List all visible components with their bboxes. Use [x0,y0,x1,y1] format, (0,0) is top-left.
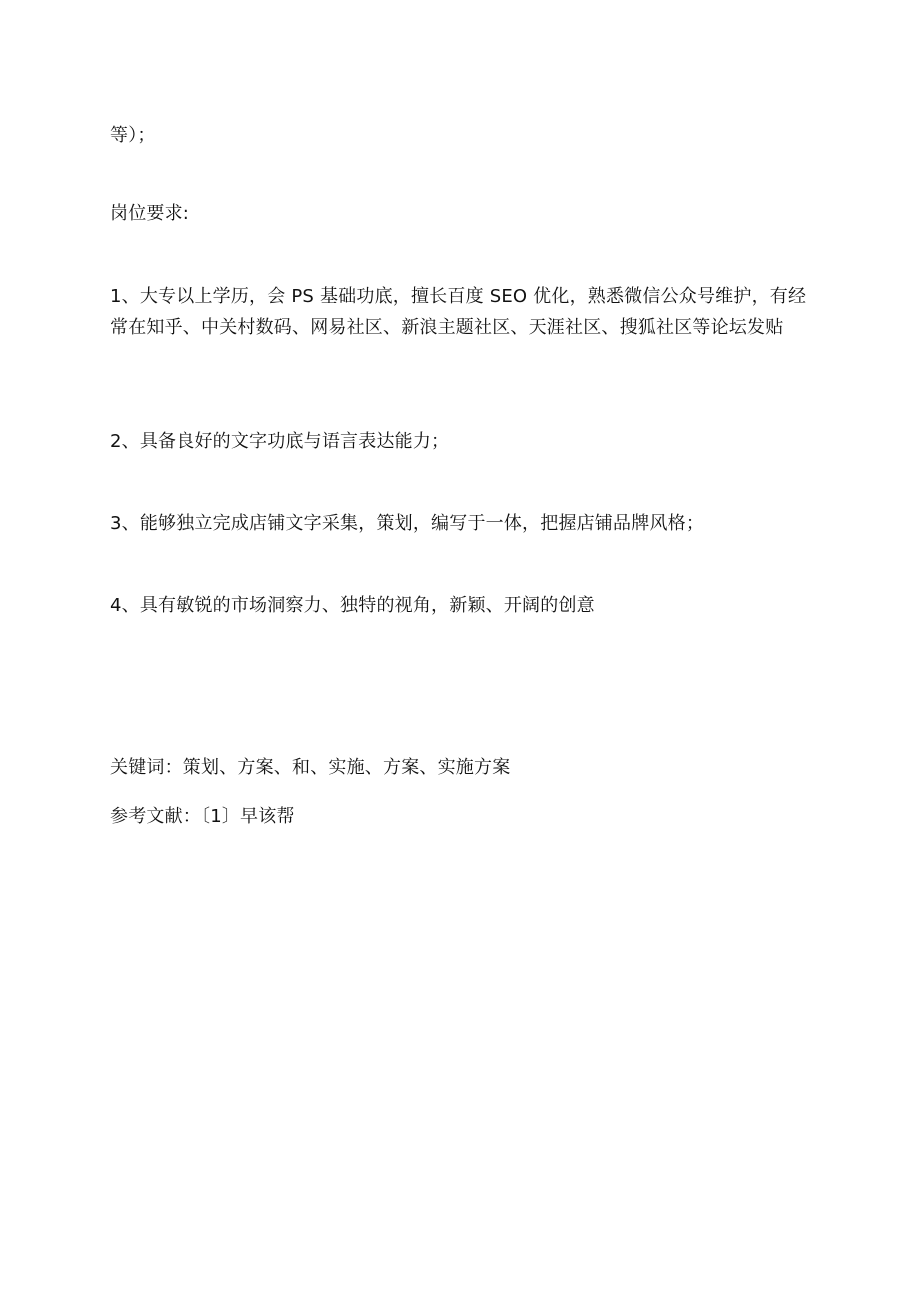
requirement-item-3: 3、能够独立完成店铺文字采集，策划，编写于一体，把握店铺品牌风格； [110,513,705,534]
references-line: 参考文献：〔1〕早该帮 [110,806,295,827]
requirements-heading: 岗位要求: [110,203,190,224]
keywords-line: 关键词：策划、方案、和、实施、方案、实施方案 [110,757,511,778]
requirement-item-1: 1、大专以上学历，会 PS 基础功底，擅长百度 SEO 优化，熟悉微信公众号维护，有经常在知乎、中关村数码、网易社区、新浪主题社区、天涯社区、搜狐社区等论坛发贴 [110,286,807,338]
requirement-item-2: 2、具备良好的文字功底与语言表达能力； [110,431,450,452]
requirement-item-4: 4、具有敏锐的市场洞察力、独特的视角，新颖、开阔的创意 [110,595,595,616]
continued-line: 等）； [110,125,156,146]
